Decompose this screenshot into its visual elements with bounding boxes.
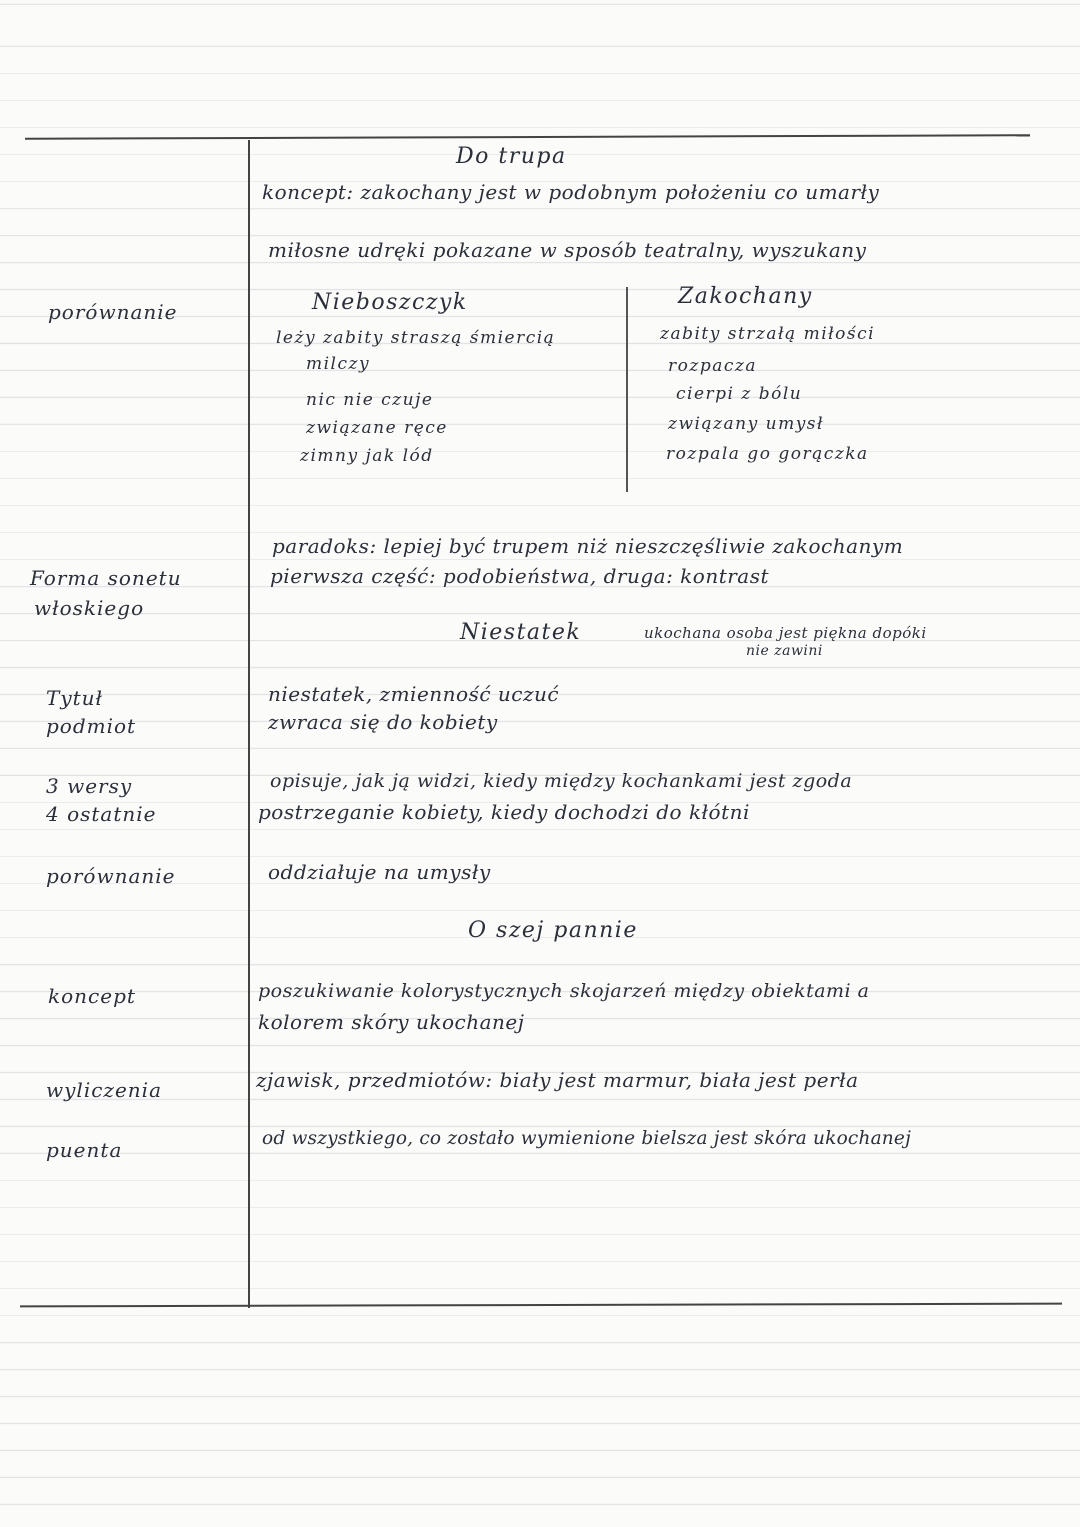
note-line: niestatek, zmienność uczuć [268,682,560,706]
note-line: oddziałuje na umysły [268,860,491,884]
poem-title-o-szej-pannie: O szej pannie [468,918,638,943]
note-line: nie zawini [746,643,823,659]
footer-rule [20,1303,1062,1308]
note-line: kolorem skóry ukochanej [258,1010,525,1034]
margin-note-koncept: koncept [48,984,136,1008]
margin-note-wyliczenia: wyliczenia [46,1078,162,1102]
list-item: cierpi z bólu [676,384,803,404]
note-line: pierwsza część: podobieństwa, druga: kontrast [270,564,770,588]
margin-note-porownanie: porównanie [48,300,178,324]
margin-note-porownanie-2: porównanie [46,864,176,888]
column-header-nieboszczyk: Nieboszczyk [312,290,468,315]
note-line: zjawisk, przedmiotów: biały jest marmur, biała jest perła [256,1068,859,1092]
note-line: od wszystkiego, co zostało wymienione bielsza jest skóra ukochanej [262,1128,912,1149]
column-header-zakochany: Zakochany [678,284,813,309]
margin-note-3-wersy: 3 wersy [46,774,133,798]
list-item: nic nie czuje [306,390,434,410]
list-item: rozpala go gorączka [666,444,869,464]
margin-note-4-ostatnie: 4 ostatnie [46,802,157,826]
header-rule [25,134,1030,140]
margin-note-forma: Forma sonetu [30,566,182,590]
poem-title-niestatek: Niestatek [460,620,582,645]
list-item: milczy [306,354,371,374]
note-line: koncept: zakochany jest w podobnym położeniu co umarły [262,180,880,204]
note-line: opisuje, jak ją widzi, kiedy między kochankami jest zgoda [270,770,853,792]
margin-note-podmiot: podmiot [46,714,137,738]
list-item: związane ręce [306,418,448,438]
list-item: rozpacza [668,356,757,376]
note-line: poszukiwanie kolorystycznych skojarzeń między obiektami a [258,980,870,1002]
poem-title-do-trupa: Do trupa [456,144,567,169]
note-line: miłosne udręki pokazane w sposób teatralny, wyszukany [268,238,867,262]
margin-note-forma-2: włoskiego [34,596,145,620]
note-line: paradoks: lepiej być trupem niż nieszczęśliwie zakochanym [272,534,904,558]
list-item: leży zabity straszą śmiercią [276,328,556,348]
margin-rule [248,140,250,1308]
comparison-divider [626,287,628,492]
list-item: zimny jak lód [300,446,434,466]
margin-note-tytul: Tytuł [46,686,104,710]
note-line: ukochana osoba jest piękna dopóki [644,624,927,642]
note-line: postrzeganie kobiety, kiedy dochodzi do kłótni [258,800,750,824]
list-item: zabity strzałą miłości [660,324,876,344]
note-line: zwraca się do kobiety [268,710,498,734]
list-item: związany umysł [668,414,825,434]
margin-note-puenta: puenta [46,1138,123,1162]
